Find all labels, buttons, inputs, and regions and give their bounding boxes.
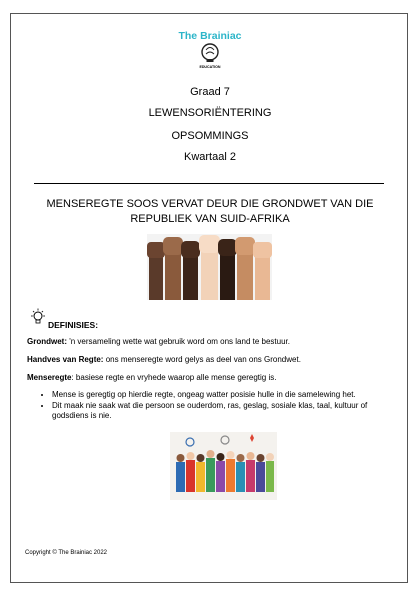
definition-grondwet [27,336,397,347]
grade-label: Graad 7 [190,86,230,98]
brand-name: The Brainiac [178,30,242,42]
title-line-1: MENSEREGTE SOOS VERVAT DEUR DIE GRONDWET VAN DIE [46,198,374,210]
doc-type-label: OPSOMMINGS [171,130,249,142]
copyright-text: Copyright © The Brainiac 2022 [25,550,108,556]
rights-bullet-list [27,390,400,422]
term-label: Kwartaal 2 [184,151,236,163]
divider [34,183,384,184]
lightbulb-icon [30,308,46,326]
diverse-people-image [170,432,277,500]
section-title [30,197,390,227]
definition-term: Grondwet: [27,337,67,346]
definition-text: : basiese regte en vryhede waarop alle mense geregtig is. [71,373,277,382]
definition-text: 'n versameling wette wat gebruik word om ons land te bestuur. [67,337,290,346]
list-item: • Dit maak nie saak wat die persoon se ouderdom, ras, geslag, sosiale klas, taal, kultuur of godsdiens is nie. [52,401,400,422]
definition-term: Menseregte [27,373,72,382]
definitions-heading: DEFINISIES: [48,320,99,330]
definition-term: Handves van Regte: [27,355,104,364]
list-item: • Mense is geregtig op hierdie regte, ongeag watter posisie hulle in die samelewing het. [52,390,400,401]
definition-menseregte [27,372,397,383]
title-line-2: REPUBLIEK VAN SUID-AFRIKA [130,213,290,225]
subject-label: LEWENSORIËNTERING [148,107,272,119]
logo-text: EDUCATION [199,65,221,69]
raised-fists-image [147,234,272,300]
brainiac-logo [195,41,225,71]
definition-handves [27,354,397,365]
definition-text: ons menseregte word gelys as deel van ons Grondwet. [103,355,301,364]
